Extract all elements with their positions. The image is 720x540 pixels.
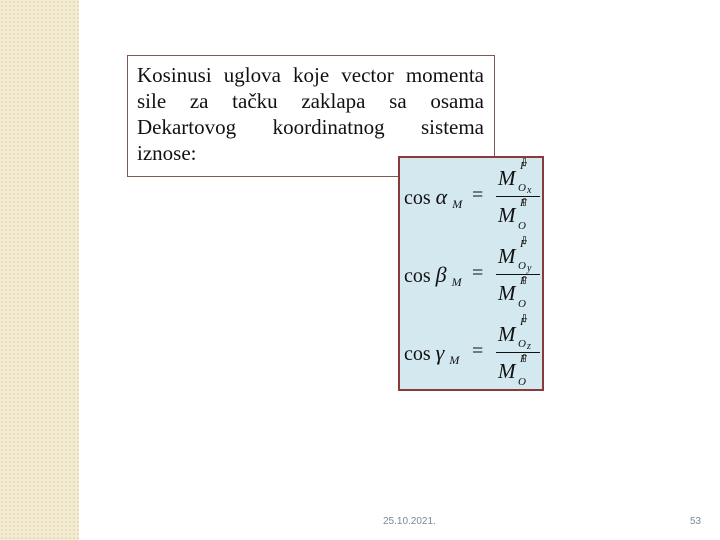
numerator-vector: F xyxy=(520,316,527,328)
axis-subscript: z xyxy=(527,341,531,352)
formula-box xyxy=(398,156,544,391)
formula-cos-alpha xyxy=(400,160,542,236)
numerator-subscript: O xyxy=(518,338,526,350)
equals-sign: = xyxy=(472,184,484,206)
slide-text: Kosinusi uglova koje vector momenta sile za tačku zaklapa sa osama Dekartovog koordinatnog sistema iznose: xyxy=(137,63,484,165)
denominator: M xyxy=(498,203,516,227)
denominator-vector: F xyxy=(520,197,527,209)
function-name: cos xyxy=(404,265,431,287)
fraction-bar xyxy=(496,274,540,275)
page-number: 53 xyxy=(690,516,702,527)
denominator-subscript: O xyxy=(518,220,526,232)
function-name: cos xyxy=(404,187,431,209)
axis-subscript: y xyxy=(527,263,532,274)
numerator: M xyxy=(498,244,516,268)
fraction xyxy=(496,238,540,314)
equals-sign: = xyxy=(472,340,484,362)
fraction-bar xyxy=(496,196,540,197)
angle-symbol: γ xyxy=(435,340,445,365)
angle-subscript: M xyxy=(449,353,460,367)
axis-subscript: x xyxy=(527,185,532,196)
numerator-subscript: O xyxy=(518,260,526,272)
function-name: cos xyxy=(404,343,431,365)
numerator-vector: F xyxy=(520,238,527,250)
numerator-subscript: O xyxy=(518,182,526,194)
equals-sign: = xyxy=(472,262,484,284)
formula-cos-beta xyxy=(400,238,542,314)
denominator-subscript: O xyxy=(518,376,526,388)
decorative-side-strip xyxy=(0,0,79,540)
angle-subscript: M xyxy=(452,197,463,211)
fraction xyxy=(496,316,540,392)
denominator: M xyxy=(498,281,516,305)
fraction xyxy=(496,160,540,236)
formula-cos-gamma xyxy=(400,316,542,392)
angle-symbol: α xyxy=(435,184,448,209)
fraction-bar xyxy=(496,352,540,353)
angle-subscript: M xyxy=(451,275,462,289)
numerator-vector: F xyxy=(520,160,527,172)
denominator-vector: F xyxy=(520,275,527,287)
denominator-vector: F xyxy=(520,353,527,365)
numerator: M xyxy=(498,322,516,346)
denominator: M xyxy=(498,359,516,383)
angle-symbol: β xyxy=(435,262,447,287)
footer-date: 25.10.2021. xyxy=(383,516,436,527)
denominator-subscript: O xyxy=(518,298,526,310)
numerator: M xyxy=(498,166,516,190)
